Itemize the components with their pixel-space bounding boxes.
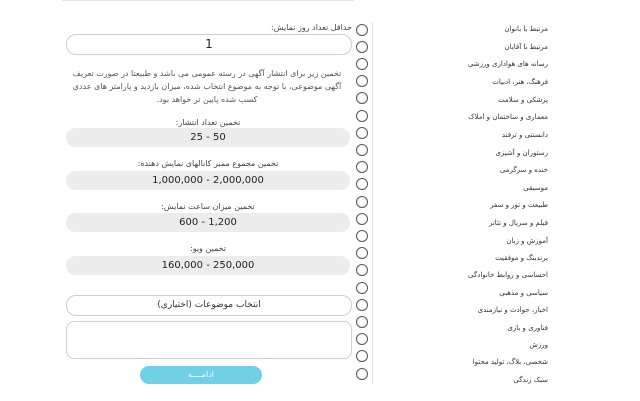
category-item[interactable]: فرهنگ، هنر، ادبیات bbox=[492, 78, 548, 86]
category-radio-1[interactable] bbox=[356, 41, 368, 53]
category-item[interactable]: دانستنی و ترفند bbox=[501, 131, 548, 139]
selected-topics-area[interactable] bbox=[66, 321, 352, 359]
category-radio-3[interactable] bbox=[356, 75, 368, 87]
category-item[interactable]: احساسی و روابط خانوادگی bbox=[468, 271, 548, 279]
publish-count-value: 25 - 50 bbox=[66, 128, 350, 147]
view-estimate-value: 160,000 - 250,000 bbox=[66, 256, 350, 275]
category-radio-0[interactable] bbox=[356, 24, 368, 36]
display-hours-label: تخمین میزان ساعت نمایش: bbox=[161, 202, 255, 211]
category-radio-11[interactable] bbox=[356, 213, 368, 225]
display-hours-value: 600 - 1,200 bbox=[66, 213, 350, 232]
category-item[interactable]: پزشکی و سلامت bbox=[498, 96, 548, 104]
category-radio-6[interactable] bbox=[356, 127, 368, 139]
category-radio-19[interactable] bbox=[356, 350, 368, 362]
min-days-label: حداقل تعداد روز نمایش: bbox=[271, 23, 352, 32]
category-radio-9[interactable] bbox=[356, 178, 368, 190]
category-radio-4[interactable] bbox=[356, 92, 368, 104]
category-item[interactable]: طبیعت و تور و سفر bbox=[490, 201, 548, 209]
member-count-value: 1,000,000 - 2,000,000 bbox=[66, 171, 350, 190]
divider bbox=[372, 22, 373, 384]
category-radio-7[interactable] bbox=[356, 144, 368, 156]
category-item[interactable]: شخصی، بلاگ، تولید محتوا bbox=[472, 358, 548, 366]
ad-estimate-form bbox=[62, 0, 354, 401]
category-radio-17[interactable] bbox=[356, 316, 368, 328]
category-item[interactable]: موسیقی bbox=[523, 184, 548, 192]
min-days-input[interactable]: 1 bbox=[66, 34, 352, 55]
category-item[interactable]: سبک زندگی bbox=[513, 376, 548, 384]
category-radio-14[interactable] bbox=[356, 264, 368, 276]
category-radio-12[interactable] bbox=[356, 230, 368, 242]
estimate-description: تخمین زیر برای انتشار آگهی در رسته عمومی می باشد و طبیعتا در صورت تعریف آگهی موضوعی، با توجه به موضوع انتخاب شده، میزان بازدید و پارامتر های عددی کسب شده پایین تر خواهد بود. bbox=[72, 69, 342, 104]
category-item[interactable]: فناوری و بازی bbox=[507, 324, 548, 332]
category-item[interactable]: خنده و سرگرمی bbox=[499, 166, 548, 174]
category-item[interactable]: معماری و ساختمان و املاک bbox=[468, 113, 548, 121]
category-item[interactable]: ورزش bbox=[529, 341, 548, 349]
category-radio-13[interactable] bbox=[356, 247, 368, 259]
publish-count-label: تخمین تعداد انتشار: bbox=[175, 118, 241, 127]
category-radio-20[interactable] bbox=[356, 368, 368, 380]
category-item[interactable]: اخبار، حوادث و نیازمندی bbox=[477, 306, 548, 314]
member-count-label: تخمین مجموع ممبر کانالهای نمایش دهنده: bbox=[137, 159, 279, 168]
category-radio-10[interactable] bbox=[356, 196, 368, 208]
category-radio-2[interactable] bbox=[356, 58, 368, 70]
select-topics-button[interactable]: انتخاب موضوعات (اختیاری) bbox=[66, 295, 352, 316]
category-item[interactable]: سیاسی و مذهبی bbox=[499, 289, 548, 297]
category-radio-5[interactable] bbox=[356, 110, 368, 122]
category-item[interactable]: برندینگ و موفقیت bbox=[495, 254, 548, 262]
category-item[interactable]: مرتبط با آقایان bbox=[504, 43, 548, 51]
category-item[interactable]: آموزش و زبان bbox=[506, 237, 548, 245]
continue-button[interactable]: ادامــــه bbox=[140, 366, 262, 384]
category-item[interactable]: مرتبط با بانوان bbox=[504, 25, 548, 33]
category-radio-16[interactable] bbox=[356, 299, 368, 311]
category-radio-18[interactable] bbox=[356, 333, 368, 345]
category-radio-15[interactable] bbox=[356, 282, 368, 294]
category-item[interactable]: رستوران و آشپزی bbox=[495, 149, 548, 157]
category-item[interactable]: رسانه های هواداری ورزشی bbox=[467, 60, 548, 68]
category-radio-8[interactable] bbox=[356, 161, 368, 173]
view-estimate-label: تخمین ویو: bbox=[190, 244, 226, 253]
category-item[interactable]: فیلم و سریال و تئاتر bbox=[489, 219, 548, 227]
